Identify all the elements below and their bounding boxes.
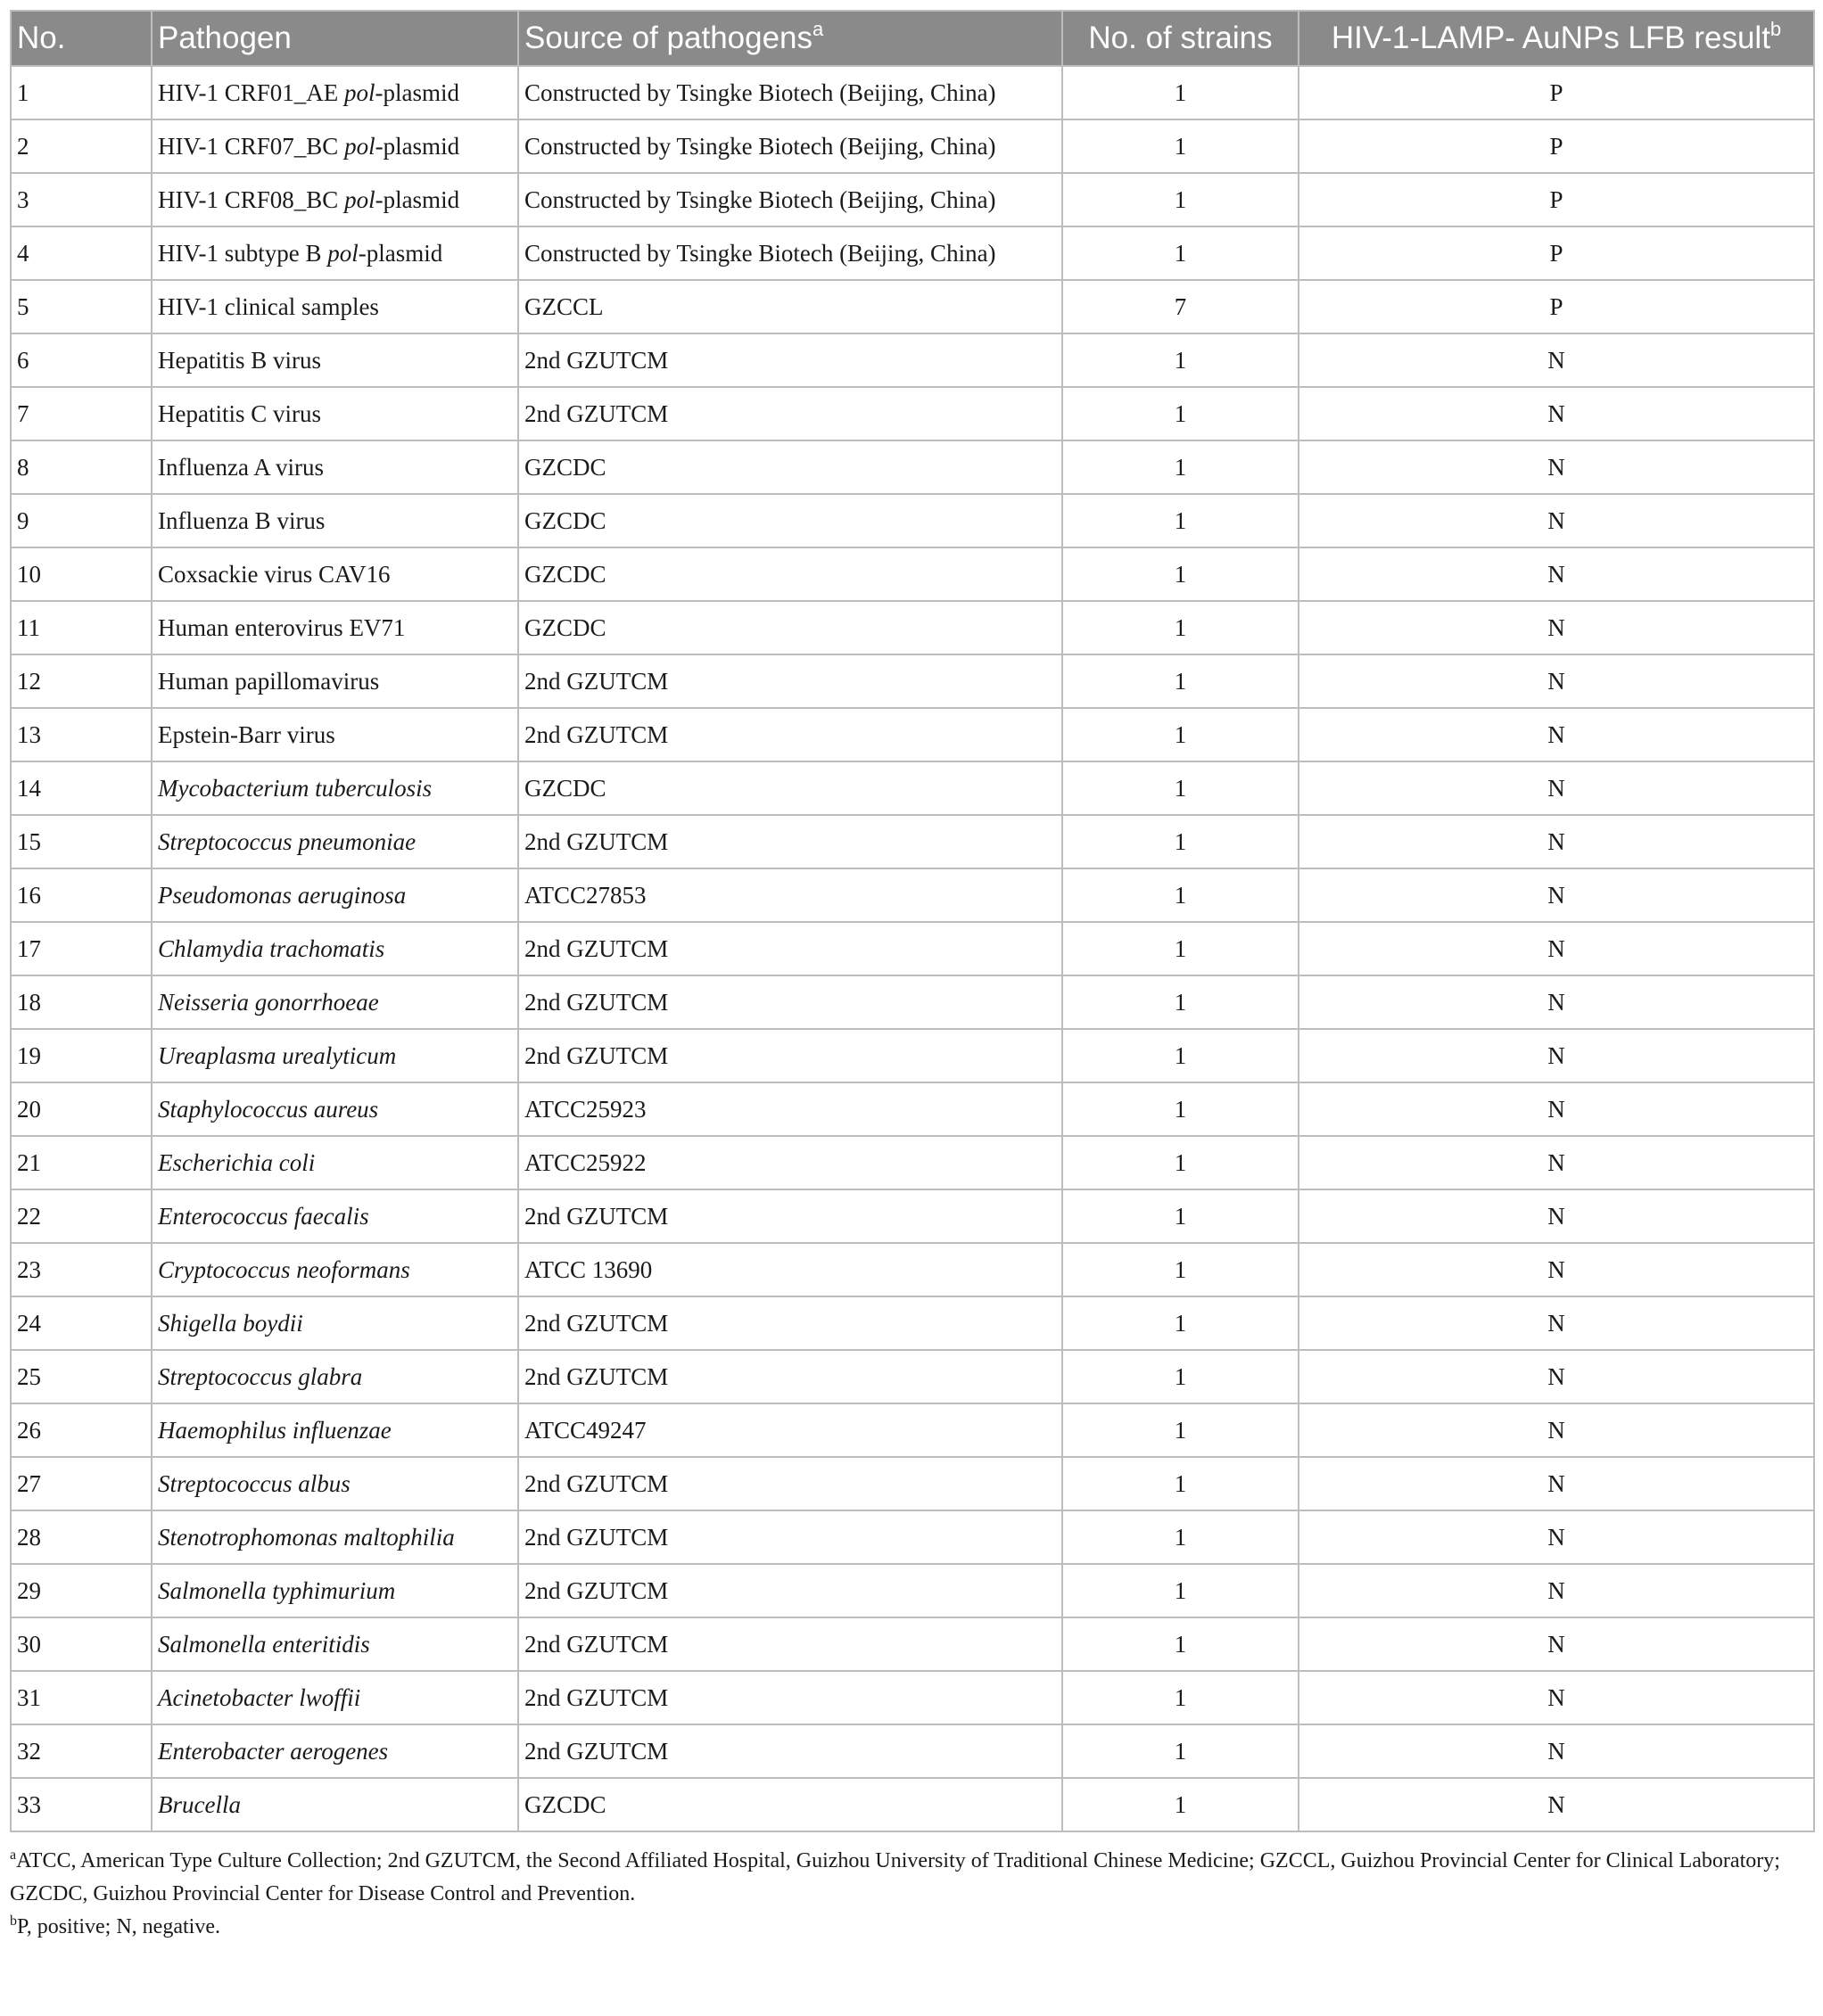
table-header-row — [11, 11, 1814, 66]
cell-result: N — [1299, 1564, 1814, 1617]
cell-no: 26 — [11, 1403, 152, 1457]
table-row — [11, 280, 1814, 333]
cell-pathogen: Streptococcus glabra — [152, 1350, 518, 1403]
cell-no: 29 — [11, 1564, 152, 1617]
cell-result: P — [1299, 280, 1814, 333]
cell-result: N — [1299, 654, 1814, 708]
cell-source: Constructed by Tsingke Biotech (Beijing, China) — [518, 119, 1062, 173]
cell-no: 3 — [11, 173, 152, 226]
cell-no: 21 — [11, 1136, 152, 1189]
cell-pathogen — [152, 119, 518, 173]
cell-no: 32 — [11, 1724, 152, 1778]
table-row — [11, 975, 1814, 1029]
cell-source: ATCC27853 — [518, 868, 1062, 922]
cell-pathogen: Haemophilus influenzae — [152, 1403, 518, 1457]
cell-pathogen: Streptococcus pneumoniae — [152, 815, 518, 868]
cell-no: 31 — [11, 1671, 152, 1724]
cell-pathogen — [152, 66, 518, 119]
cell-source: 2nd GZUTCM — [518, 922, 1062, 975]
cell-no: 15 — [11, 815, 152, 868]
cell-source: 2nd GZUTCM — [518, 708, 1062, 761]
cell-result: N — [1299, 387, 1814, 440]
cell-no: 14 — [11, 761, 152, 815]
cell-pathogen: Coxsackie virus CAV16 — [152, 547, 518, 601]
cell-strains: 1 — [1062, 226, 1299, 280]
cell-pathogen: Streptococcus albus — [152, 1457, 518, 1510]
footnote-a-marker: a — [813, 18, 824, 40]
cell-source: 2nd GZUTCM — [518, 1296, 1062, 1350]
cell-result: N — [1299, 1724, 1814, 1778]
cell-strains: 1 — [1062, 1671, 1299, 1724]
cell-result: N — [1299, 1671, 1814, 1724]
pathogen-suffix: -plasmid — [375, 185, 460, 213]
cell-strains: 1 — [1062, 654, 1299, 708]
cell-no: 17 — [11, 922, 152, 975]
table-row — [11, 1296, 1814, 1350]
cell-result: N — [1299, 868, 1814, 922]
cell-pathogen: Human papillomavirus — [152, 654, 518, 708]
table-row — [11, 1617, 1814, 1671]
cell-source: Constructed by Tsingke Biotech (Beijing, China) — [518, 226, 1062, 280]
cell-pathogen: Influenza B virus — [152, 494, 518, 547]
cell-pathogen: Staphylococcus aureus — [152, 1082, 518, 1136]
cell-result: N — [1299, 1029, 1814, 1082]
cell-strains: 1 — [1062, 868, 1299, 922]
header-no: No. — [11, 11, 152, 66]
cell-pathogen: Brucella — [152, 1778, 518, 1831]
cell-source: 2nd GZUTCM — [518, 1350, 1062, 1403]
table-row — [11, 868, 1814, 922]
cell-result: N — [1299, 494, 1814, 547]
cell-source: Constructed by Tsingke Biotech (Beijing, China) — [518, 173, 1062, 226]
table-row — [11, 1403, 1814, 1457]
table-footnotes — [10, 1845, 1813, 1944]
cell-result: N — [1299, 1082, 1814, 1136]
cell-no: 8 — [11, 440, 152, 494]
cell-no: 10 — [11, 547, 152, 601]
cell-no: 1 — [11, 66, 152, 119]
cell-pathogen: Cryptococcus neoformans — [152, 1243, 518, 1296]
cell-result: N — [1299, 1296, 1814, 1350]
table-row — [11, 922, 1814, 975]
cell-source: 2nd GZUTCM — [518, 1457, 1062, 1510]
cell-pathogen: Salmonella enteritidis — [152, 1617, 518, 1671]
table-row — [11, 66, 1814, 119]
cell-strains: 1 — [1062, 1617, 1299, 1671]
pathogen-gene: pol — [344, 185, 375, 213]
cell-strains: 1 — [1062, 1136, 1299, 1189]
pathogen-text: HIV-1 CRF08_BC — [158, 185, 345, 213]
cell-pathogen: Influenza A virus — [152, 440, 518, 494]
cell-strains: 1 — [1062, 761, 1299, 815]
pathogen-text: HIV-1 CRF01_AE — [158, 78, 345, 106]
cell-no: 22 — [11, 1189, 152, 1243]
table-row — [11, 708, 1814, 761]
cell-strains: 1 — [1062, 975, 1299, 1029]
table-row — [11, 1778, 1814, 1831]
table-body — [11, 66, 1814, 1831]
cell-result: N — [1299, 547, 1814, 601]
cell-no: 30 — [11, 1617, 152, 1671]
cell-strains: 1 — [1062, 547, 1299, 601]
cell-no: 5 — [11, 280, 152, 333]
cell-strains: 1 — [1062, 1296, 1299, 1350]
cell-strains: 1 — [1062, 1457, 1299, 1510]
cell-strains: 1 — [1062, 173, 1299, 226]
table-row — [11, 1510, 1814, 1564]
pathogen-text: HIV-1 CRF07_BC — [158, 132, 345, 160]
cell-source: Constructed by Tsingke Biotech (Beijing, China) — [518, 66, 1062, 119]
cell-strains: 1 — [1062, 708, 1299, 761]
cell-result: N — [1299, 1350, 1814, 1403]
footnote-b: $^b$P, positive; N, negative. — [10, 1913, 220, 1938]
cell-no: 2 — [11, 119, 152, 173]
cell-result: N — [1299, 1136, 1814, 1189]
table-row — [11, 1243, 1814, 1296]
cell-source: ATCC25923 — [518, 1082, 1062, 1136]
cell-result: N — [1299, 1189, 1814, 1243]
cell-no: 4 — [11, 226, 152, 280]
cell-source: 2nd GZUTCM — [518, 654, 1062, 708]
cell-source: GZCDC — [518, 440, 1062, 494]
cell-no: 11 — [11, 601, 152, 654]
table-row — [11, 1564, 1814, 1617]
cell-source: 2nd GZUTCM — [518, 387, 1062, 440]
cell-no: 18 — [11, 975, 152, 1029]
table-row — [11, 1671, 1814, 1724]
cell-strains: 1 — [1062, 494, 1299, 547]
cell-strains: 1 — [1062, 119, 1299, 173]
cell-no: 28 — [11, 1510, 152, 1564]
cell-pathogen: Salmonella typhimurium — [152, 1564, 518, 1617]
cell-pathogen: Pseudomonas aeruginosa — [152, 868, 518, 922]
cell-no: 16 — [11, 868, 152, 922]
cell-source: 2nd GZUTCM — [518, 1671, 1062, 1724]
pathogen-gene: pol — [344, 78, 375, 106]
cell-source: 2nd GZUTCM — [518, 333, 1062, 387]
cell-source: GZCDC — [518, 761, 1062, 815]
cell-strains: 1 — [1062, 1029, 1299, 1082]
cell-pathogen — [152, 226, 518, 280]
cell-pathogen: Human enterovirus EV71 — [152, 601, 518, 654]
table-row — [11, 1029, 1814, 1082]
cell-strains: 1 — [1062, 387, 1299, 440]
pathogen-text: HIV-1 subtype B — [158, 239, 328, 267]
pathogen-suffix: -plasmid — [358, 239, 443, 267]
cell-source: GZCDC — [518, 494, 1062, 547]
cell-no: 27 — [11, 1457, 152, 1510]
pathogen-suffix: -plasmid — [375, 132, 460, 160]
cell-strains: 1 — [1062, 1243, 1299, 1296]
cell-no: 33 — [11, 1778, 152, 1831]
table-row — [11, 440, 1814, 494]
cell-strains: 1 — [1062, 333, 1299, 387]
header-result: HIV-1-LAMP- AuNPs LFB result$^b$ — [1299, 11, 1814, 66]
cell-strains: 1 — [1062, 1510, 1299, 1564]
cell-pathogen: Acinetobacter lwoffii — [152, 1671, 518, 1724]
cell-result: N — [1299, 601, 1814, 654]
cell-source: GZCDC — [518, 1778, 1062, 1831]
cell-no: 23 — [11, 1243, 152, 1296]
cell-strains: 1 — [1062, 922, 1299, 975]
specificity-table — [10, 10, 1815, 1832]
cell-pathogen: Stenotrophomonas maltophilia — [152, 1510, 518, 1564]
cell-result: N — [1299, 1617, 1814, 1671]
cell-no: 9 — [11, 494, 152, 547]
cell-result: P — [1299, 226, 1814, 280]
table-container — [10, 10, 1813, 1944]
cell-no: 12 — [11, 654, 152, 708]
cell-source: 2nd GZUTCM — [518, 1724, 1062, 1778]
cell-strains: 1 — [1062, 1564, 1299, 1617]
table-row — [11, 1082, 1814, 1136]
cell-no: 13 — [11, 708, 152, 761]
cell-result: N — [1299, 1510, 1814, 1564]
cell-source: ATCC25922 — [518, 1136, 1062, 1189]
cell-result: N — [1299, 1403, 1814, 1457]
table-row — [11, 494, 1814, 547]
cell-result: P — [1299, 173, 1814, 226]
cell-result: N — [1299, 922, 1814, 975]
table-row — [11, 1724, 1814, 1778]
cell-pathogen: Hepatitis C virus — [152, 387, 518, 440]
cell-result: N — [1299, 761, 1814, 815]
cell-strains: 1 — [1062, 815, 1299, 868]
table-row — [11, 815, 1814, 868]
pathogen-gene: pol — [327, 239, 359, 267]
cell-pathogen: Chlamydia trachomatis — [152, 922, 518, 975]
cell-result: N — [1299, 1457, 1814, 1510]
cell-pathogen: HIV-1 clinical samples — [152, 280, 518, 333]
cell-no: 7 — [11, 387, 152, 440]
cell-strains: 1 — [1062, 1350, 1299, 1403]
table-row — [11, 333, 1814, 387]
cell-pathogen: Shigella boydii — [152, 1296, 518, 1350]
cell-strains: 1 — [1062, 440, 1299, 494]
header-strains: No. of strains — [1062, 11, 1299, 66]
cell-source: 2nd GZUTCM — [518, 1617, 1062, 1671]
cell-result: P — [1299, 119, 1814, 173]
cell-source: 2nd GZUTCM — [518, 1564, 1062, 1617]
cell-source: ATCC 13690 — [518, 1243, 1062, 1296]
table-row — [11, 654, 1814, 708]
header-source: Source of pathogens$^a$ — [518, 11, 1062, 66]
cell-pathogen: Hepatitis B virus — [152, 333, 518, 387]
cell-no: 20 — [11, 1082, 152, 1136]
cell-source: 2nd GZUTCM — [518, 1510, 1062, 1564]
cell-pathogen: Escherichia coli — [152, 1136, 518, 1189]
footnote-a: $^a$ATCC, American Type Culture Collection; 2nd GZUTCM, the Second Affiliated Hospital, Guizhou University of Traditional Chinese Medicine; GZCCL, Guizhou Provincial Center for Clinical Laboratory; GZCDC, Guizhou Provincial Center for Disease Control and Prevention. — [10, 1847, 1780, 1905]
cell-strains: 1 — [1062, 1082, 1299, 1136]
table-row — [11, 119, 1814, 173]
pathogen-suffix: -plasmid — [375, 78, 460, 106]
cell-source: 2nd GZUTCM — [518, 975, 1062, 1029]
cell-source: GZCDC — [518, 601, 1062, 654]
cell-pathogen: Enterobacter aerogenes — [152, 1724, 518, 1778]
cell-result: P — [1299, 66, 1814, 119]
cell-strains: 1 — [1062, 66, 1299, 119]
cell-strains: 1 — [1062, 1189, 1299, 1243]
cell-pathogen — [152, 173, 518, 226]
cell-pathogen: Epstein-Barr virus — [152, 708, 518, 761]
cell-no: 24 — [11, 1296, 152, 1350]
cell-source: GZCDC — [518, 547, 1062, 601]
cell-strains: 1 — [1062, 1724, 1299, 1778]
cell-result: N — [1299, 440, 1814, 494]
cell-strains: 1 — [1062, 1403, 1299, 1457]
table-row — [11, 1136, 1814, 1189]
cell-pathogen: Neisseria gonorrhoeae — [152, 975, 518, 1029]
cell-source: ATCC49247 — [518, 1403, 1062, 1457]
table-row — [11, 226, 1814, 280]
header-pathogen: Pathogen — [152, 11, 518, 66]
cell-source: 2nd GZUTCM — [518, 1029, 1062, 1082]
cell-source: GZCCL — [518, 280, 1062, 333]
cell-no: 25 — [11, 1350, 152, 1403]
footnote-b-marker: b — [1769, 18, 1782, 40]
table-row — [11, 387, 1814, 440]
table-row — [11, 547, 1814, 601]
cell-pathogen: Mycobacterium tuberculosis — [152, 761, 518, 815]
table-row — [11, 1457, 1814, 1510]
table-row — [11, 1350, 1814, 1403]
table-row — [11, 173, 1814, 226]
cell-result: N — [1299, 1778, 1814, 1831]
cell-strains: 7 — [1062, 280, 1299, 333]
cell-no: 6 — [11, 333, 152, 387]
cell-strains: 1 — [1062, 1778, 1299, 1831]
cell-pathogen: Enterococcus faecalis — [152, 1189, 518, 1243]
cell-result: N — [1299, 1243, 1814, 1296]
cell-pathogen: Ureaplasma urealyticum — [152, 1029, 518, 1082]
cell-result: N — [1299, 975, 1814, 1029]
table-row — [11, 601, 1814, 654]
table-row — [11, 1189, 1814, 1243]
table-row — [11, 761, 1814, 815]
cell-result: N — [1299, 708, 1814, 761]
cell-no: 19 — [11, 1029, 152, 1082]
cell-source: 2nd GZUTCM — [518, 815, 1062, 868]
cell-source: 2nd GZUTCM — [518, 1189, 1062, 1243]
cell-strains: 1 — [1062, 601, 1299, 654]
cell-result: N — [1299, 815, 1814, 868]
cell-result: N — [1299, 333, 1814, 387]
pathogen-gene: pol — [344, 132, 375, 160]
